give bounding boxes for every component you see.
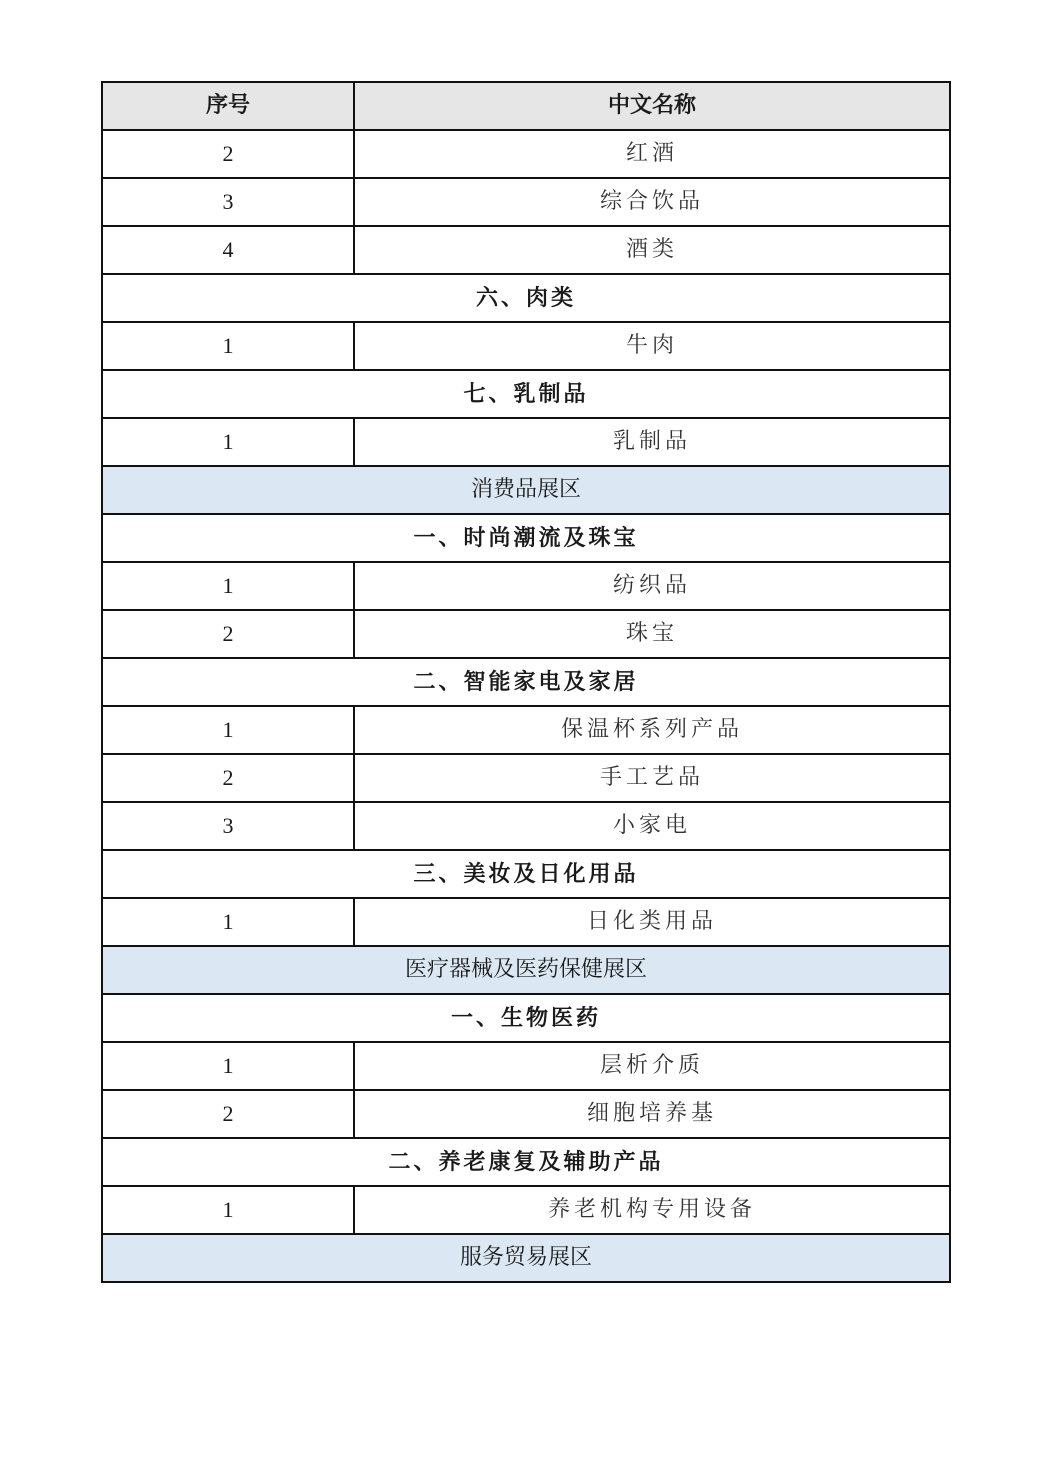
category-title: 二、智能家电及家居 <box>102 658 950 706</box>
product-name-cell: 日化类用品 <box>354 898 950 946</box>
category-heading-row <box>102 658 950 706</box>
zone-heading-row <box>102 946 950 994</box>
category-title: 二、养老康复及辅助产品 <box>102 1138 950 1186</box>
product-name-cell: 综合饮品 <box>354 178 950 226</box>
product-name-cell: 酒类 <box>354 226 950 274</box>
product-table-body <box>102 82 950 1282</box>
header-serial-number: 序号 <box>102 82 354 130</box>
product-table <box>101 81 951 1283</box>
category-title: 一、时尚潮流及珠宝 <box>102 514 950 562</box>
product-name-cell: 乳制品 <box>354 418 950 466</box>
table-row <box>102 610 950 658</box>
table-row <box>102 226 950 274</box>
category-heading-row <box>102 370 950 418</box>
table-row <box>102 562 950 610</box>
zone-title: 服务贸易展区 <box>102 1234 950 1282</box>
table-row <box>102 898 950 946</box>
table-row <box>102 754 950 802</box>
serial-number-cell: 1 <box>102 1186 354 1234</box>
product-name-cell: 保温杯系列产品 <box>354 706 950 754</box>
product-name-cell: 层析介质 <box>354 1042 950 1090</box>
zone-title: 消费品展区 <box>102 466 950 514</box>
serial-number-cell: 3 <box>102 802 354 850</box>
serial-number-cell: 4 <box>102 226 354 274</box>
product-name-cell: 珠宝 <box>354 610 950 658</box>
table-row <box>102 802 950 850</box>
table-row <box>102 322 950 370</box>
category-title: 一、生物医药 <box>102 994 950 1042</box>
serial-number-cell: 1 <box>102 322 354 370</box>
category-title: 三、美妆及日化用品 <box>102 850 950 898</box>
serial-number-cell: 1 <box>102 706 354 754</box>
table-row <box>102 1042 950 1090</box>
category-heading-row <box>102 994 950 1042</box>
table-row <box>102 418 950 466</box>
serial-number-cell: 1 <box>102 562 354 610</box>
product-name-cell: 红酒 <box>354 130 950 178</box>
category-heading-row <box>102 514 950 562</box>
serial-number-cell: 2 <box>102 610 354 658</box>
table-row <box>102 1186 950 1234</box>
category-title: 六、肉类 <box>102 274 950 322</box>
serial-number-cell: 2 <box>102 1090 354 1138</box>
serial-number-cell: 3 <box>102 178 354 226</box>
serial-number-cell: 1 <box>102 898 354 946</box>
product-name-cell: 手工艺品 <box>354 754 950 802</box>
category-heading-row <box>102 274 950 322</box>
product-name-cell: 牛肉 <box>354 322 950 370</box>
product-name-cell: 纺织品 <box>354 562 950 610</box>
serial-number-cell: 1 <box>102 418 354 466</box>
product-name-cell: 养老机构专用设备 <box>354 1186 950 1234</box>
category-heading-row <box>102 850 950 898</box>
serial-number-cell: 2 <box>102 130 354 178</box>
table-row <box>102 1090 950 1138</box>
table-row <box>102 706 950 754</box>
category-heading-row <box>102 1138 950 1186</box>
table-header-row <box>102 82 950 130</box>
category-title: 七、乳制品 <box>102 370 950 418</box>
product-name-cell: 小家电 <box>354 802 950 850</box>
header-chinese-name: 中文名称 <box>354 82 950 130</box>
zone-title: 医疗器械及医药保健展区 <box>102 946 950 994</box>
zone-heading-row <box>102 1234 950 1282</box>
serial-number-cell: 2 <box>102 754 354 802</box>
table-row <box>102 178 950 226</box>
serial-number-cell: 1 <box>102 1042 354 1090</box>
zone-heading-row <box>102 466 950 514</box>
table-row <box>102 130 950 178</box>
product-name-cell: 细胞培养基 <box>354 1090 950 1138</box>
